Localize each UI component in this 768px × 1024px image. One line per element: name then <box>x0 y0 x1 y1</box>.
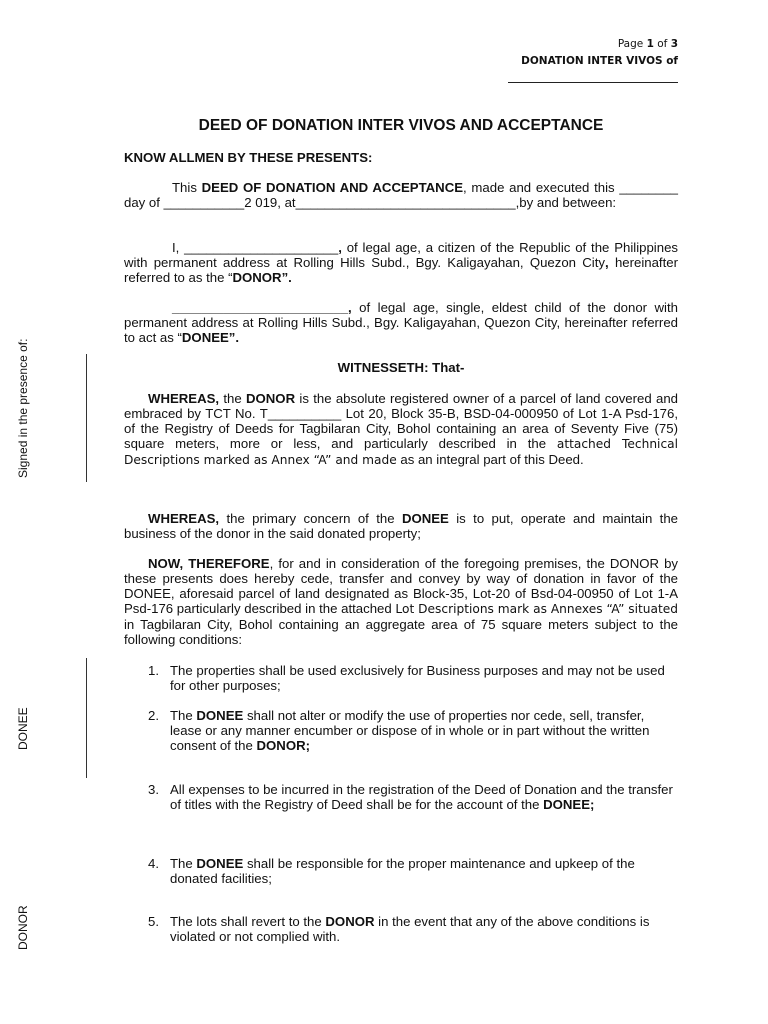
header-subtitle: DONATION INTER VIVOS of <box>521 55 678 67</box>
header-blank-line <box>508 82 678 83</box>
page-number: Page 1 of 3 <box>617 38 678 50</box>
intro-paragraph: This DEED OF DONATION AND ACCEPTANCE, made and executed this ________ day of ___________2 019, at______________________________,by and between: <box>124 180 679 210</box>
donee-signature-label: DONEE <box>16 707 30 750</box>
donee-paragraph: ________________________, of legal age, single, eldest child of the donor with permanent address at Rolling Hills Subd., Bgy. Kaligayahan, Quezon City, hereinafter referred to act as “DONEE”. <box>124 300 678 345</box>
now-therefore-paragraph: NOW, THEREFORE, for and in consideration of the foregoing premises, the DONOR by these presents does hereby cede, transfer and convey by way of donation in favor of the DONEE, aforesaid parcel of land designated as Block-35, Lot-20 of Bsd-04-00950 of Lot 1-A Psd-176 particularly described in the attached Lot Descriptions mark as Annexes “A” situated in Tagbilaran City, Bohol containing an aggregate area of 75 square meters subject to the following conditions: <box>124 556 679 647</box>
witnesseth-heading: WITNESSETH: That- <box>337 360 465 375</box>
condition-item: 1. The properties shall be used exclusively for Business purposes and may not be used for other purposes; <box>148 663 665 693</box>
whereas-paragraph-2: WHEREAS, the primary concern of the DONEE is to put, operate and maintain the business of the donor in the said donated property; <box>124 511 678 541</box>
signature-line-witness <box>86 354 87 482</box>
know-all-heading: KNOW ALLMEN BY THESE PRESENTS: <box>124 150 373 165</box>
signed-in-presence-label: Signed in the presence of: <box>16 338 30 478</box>
condition-item: 2. The DONEE shall not alter or modify the use of properties nor cede, sell, transfer, lease or any manner encumber or dispose of in whole or in part without the written consent of the DONOR; <box>148 708 650 753</box>
donor-paragraph: I, _____________________, of legal age, a citizen of the Republic of the Philippines with permanent address at Rolling Hills Subd., Bgy. Kaligayahan, Quezon City, hereinafter referred to as the “DONOR”. <box>124 240 678 285</box>
condition-item: 5. The lots shall revert to the DONOR in the event that any of the above conditions is violated or not complied with. <box>148 914 650 944</box>
signature-line-donee <box>86 658 87 778</box>
document-title: DEED OF DONATION INTER VIVOS AND ACCEPTANCE <box>198 117 604 134</box>
condition-item: 4. The DONEE shall be responsible for the proper maintenance and upkeep of the donated facilities; <box>148 856 635 886</box>
donor-signature-label: DONOR <box>16 905 30 950</box>
whereas-paragraph-1: WHEREAS, the DONOR is the absolute registered owner of a parcel of land covered and embraced by TCT No. T__________ Lot 20, Block 35-B, BSD-04-000950 of Lot 1-A Psd-176, of the Registry of Deeds for Tagbilaran City, Bohol containing an area of Seventy Five (75) square meters, more or less, and particularly described in the attached Technical Descriptions marked as Annex “A” and made as an integral part of this Deed. <box>124 391 678 467</box>
condition-item: 3. All expenses to be incurred in the registration of the Deed of Donation and the transfer of titles with the Registry of Deed shall be for the account of the DONEE; <box>148 782 673 812</box>
